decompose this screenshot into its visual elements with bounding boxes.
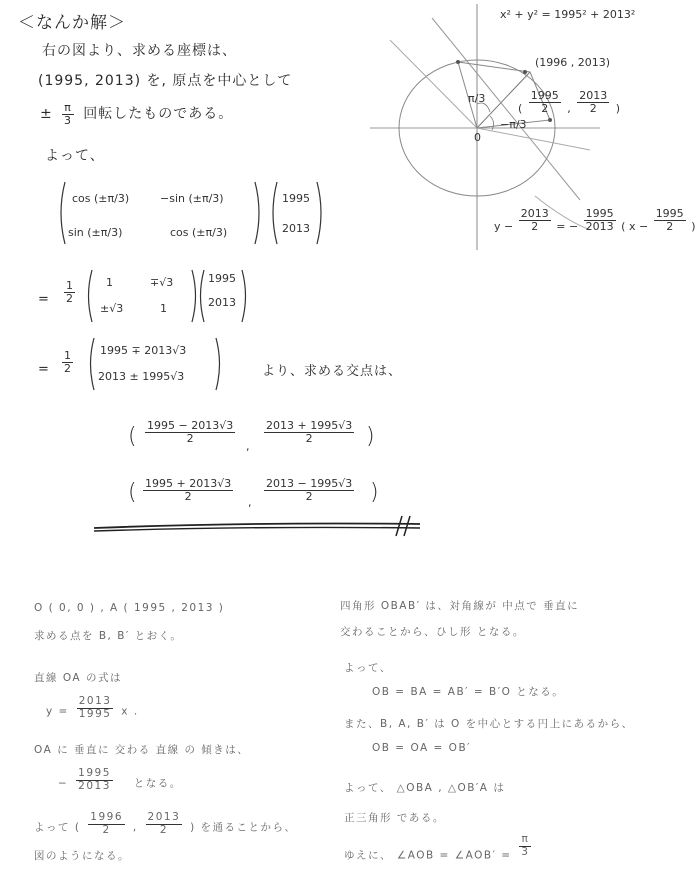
step3-tail: より、求める交点は、 [262, 364, 403, 379]
line-eq-c2-den: 2013 [585, 220, 614, 234]
step3-row2: 2013 ± 1995√3 [98, 370, 185, 383]
step2-coefficient [64, 280, 75, 305]
lower-left-line-6 [58, 766, 182, 791]
step3-coefficient [62, 350, 73, 375]
step2-m21: ±√3 [100, 302, 124, 315]
answer-2-x-den: 2 [184, 490, 192, 504]
lower-left-line-1: O ( 0, 0 ) , A ( 1995 , 2013 ) [34, 602, 225, 614]
vector-v1: 1995 [282, 192, 310, 205]
angle-equality: ゆえに、 ∠AOB = ∠AOB′ = [344, 849, 512, 862]
answer-1-x-num: 1995 − 2013√3 [147, 419, 234, 432]
step2-coef-num: 1 [66, 279, 73, 292]
answer-1-close-paren: ) [366, 424, 376, 449]
angle-numerator: π [64, 101, 72, 114]
passes-comma: , [132, 821, 138, 834]
lower-left-line-5: OA に 垂直に 交わる 直線 の 傾きは、 [34, 744, 250, 756]
oa-slope-den: 1995 [78, 707, 112, 720]
passes-y-den: 2 [159, 823, 168, 836]
intro-line-1: 右の図より、求める座標は、 [42, 43, 237, 59]
step2-m22: 1 [160, 302, 167, 315]
answer-2-y-den: 2 [305, 490, 313, 504]
line-eq-c1-num: 2013 [520, 207, 549, 220]
passes-x-den: 2 [102, 823, 111, 836]
midpoint-open-paren: ( [518, 102, 523, 116]
answer-1-y [264, 420, 354, 445]
midpoint-x [529, 90, 561, 115]
answer-1-x [145, 420, 235, 445]
lower-right-line-9 [344, 833, 531, 863]
perp-slope-tail: となる。 [133, 777, 182, 790]
answer-2-close-paren: ) [370, 480, 380, 505]
line-eq-c1-den: 2 [531, 220, 539, 234]
step2-v2: 2013 [208, 296, 236, 309]
step2-equals: = [38, 292, 49, 307]
angle-fraction [62, 102, 74, 127]
answer-2-y-num: 2013 − 1995√3 [266, 477, 353, 490]
answer-1-open-paren: ( [128, 424, 138, 449]
lower-left-line-2: 求める点を B, B′ とおく。 [34, 630, 183, 642]
midpoint-y [577, 90, 609, 115]
figure-diagram [360, 0, 700, 290]
intro-line-3-text: 回転したものである。 [83, 106, 234, 123]
answer-1-y-num: 2013 + 1995√3 [266, 419, 353, 432]
passes-pre: よって ( [34, 821, 81, 834]
line-eq-lhs: y − [494, 220, 514, 234]
line-eq-c2 [584, 208, 616, 233]
step3-coef-den: 2 [64, 362, 71, 376]
lower-right-line-6: OB = OA = OB′ [372, 742, 472, 754]
plus-minus: ± [40, 106, 53, 123]
answer-2-x-num: 1995 + 2013√3 [145, 477, 232, 490]
lower-right-line-5: また、B, A, B′ は O を中心とする円上にあるから、 [344, 718, 634, 730]
answer-1-comma: , [246, 440, 250, 453]
passes-y [146, 812, 183, 836]
therefore-label: よって、 [45, 148, 105, 164]
line-eq-c3-den: 2 [666, 220, 674, 234]
midpoint-comma: , [567, 102, 571, 116]
lower-left-line-4 [46, 694, 139, 718]
passes-x-num: 1996 [90, 811, 124, 823]
answer-2-open-paren: ( [128, 480, 138, 505]
midpoint-close-paren: ) [615, 102, 621, 116]
lower-right-line-3: よって、 [344, 662, 392, 674]
midpoint-label [518, 90, 620, 115]
vector-v2: 2013 [282, 222, 310, 235]
answer-1-y-den: 2 [305, 432, 313, 446]
angle-value-num: π [521, 833, 530, 845]
lower-right-line-4: OB = BA = AB′ = B′O となる。 [372, 686, 565, 698]
lower-left-line-8: 図のようになる。 [34, 850, 130, 862]
midpoint-y-den: 2 [589, 102, 597, 116]
matrix-a22: cos (±π/3) [170, 226, 228, 239]
perp-slope-sign: − [58, 777, 69, 790]
origin-label: 0 [474, 131, 481, 144]
line-eq-c3 [654, 208, 686, 233]
intro-line-2: (1995, 2013) を, 原点を中心として [38, 73, 293, 89]
matrix-a11: cos (±π/3) [72, 192, 130, 205]
matrix-a21: sin (±π/3) [68, 226, 123, 239]
page-title: ＜なんか解＞ [18, 13, 126, 33]
angle-negative-label: −π/3 [500, 118, 527, 131]
midpoint-x-den: 2 [541, 102, 549, 116]
line-eq-c1 [519, 208, 551, 233]
passes-post: ) を通ることから、 [190, 821, 297, 834]
passes-x [88, 812, 125, 836]
perp-slope-den: 2013 [78, 779, 111, 792]
answer-2-x [143, 478, 233, 503]
oa-eq-rhs: x . [121, 705, 139, 718]
angle-value-den: 3 [521, 845, 530, 858]
lower-right-line-1: 四角形 OBAB′ は、対角線が 中点で 垂直に [340, 600, 580, 612]
midpoint-x-num: 1995 [530, 89, 559, 102]
line-eq-c2-num: 1995 [585, 207, 614, 220]
perp-slope [76, 768, 113, 792]
lower-right-line-2: 交わることから、ひし形 となる。 [340, 626, 525, 638]
answer-end-mark [90, 512, 425, 538]
angle-value [519, 834, 531, 858]
oa-eq-lhs: y = [46, 705, 69, 718]
answer-2-comma: , [248, 496, 252, 509]
line-eq-close: ) [691, 220, 696, 234]
line-eq-mid: ( x − [621, 220, 649, 234]
circle-equation: x² + y² = 1995² + 2013² [500, 8, 636, 21]
oa-slope [77, 696, 114, 720]
answer-1-x-den: 2 [186, 432, 194, 446]
step3-row1: 1995 ∓ 2013√3 [100, 344, 187, 357]
passes-y-num: 2013 [147, 811, 181, 823]
matrix-a12: −sin (±π/3) [160, 192, 224, 205]
step2-m12: ∓√3 [150, 276, 174, 289]
lower-right-line-7: よって、 △OBA , △OB′A は [344, 782, 506, 794]
angle-positive-label: π/3 [468, 92, 486, 105]
perp-slope-num: 1995 [78, 767, 111, 779]
step3-brackets [86, 334, 226, 394]
point-a-label: (1996 , 2013) [535, 56, 611, 69]
step2-v1: 1995 [208, 272, 236, 285]
intro-line-3 [40, 96, 234, 128]
step3-coef-num: 1 [64, 349, 71, 362]
lower-left-line-3: 直線 OA の式は [34, 672, 122, 684]
midpoint-y-num: 2013 [579, 89, 608, 102]
step2-m11: 1 [106, 276, 113, 289]
step2-coef-den: 2 [66, 292, 73, 306]
line-eq-c3-num: 1995 [655, 207, 684, 220]
angle-denominator: 3 [64, 114, 72, 128]
perpendicular-line-equation [494, 208, 695, 233]
line-eq-equals: = − [556, 220, 579, 234]
oa-slope-num: 2013 [78, 695, 112, 707]
lower-left-line-7 [34, 810, 297, 835]
step3-equals: = [38, 362, 49, 377]
lower-right-line-8: 正三角形 である。 [344, 812, 445, 824]
answer-2-y [264, 478, 354, 503]
